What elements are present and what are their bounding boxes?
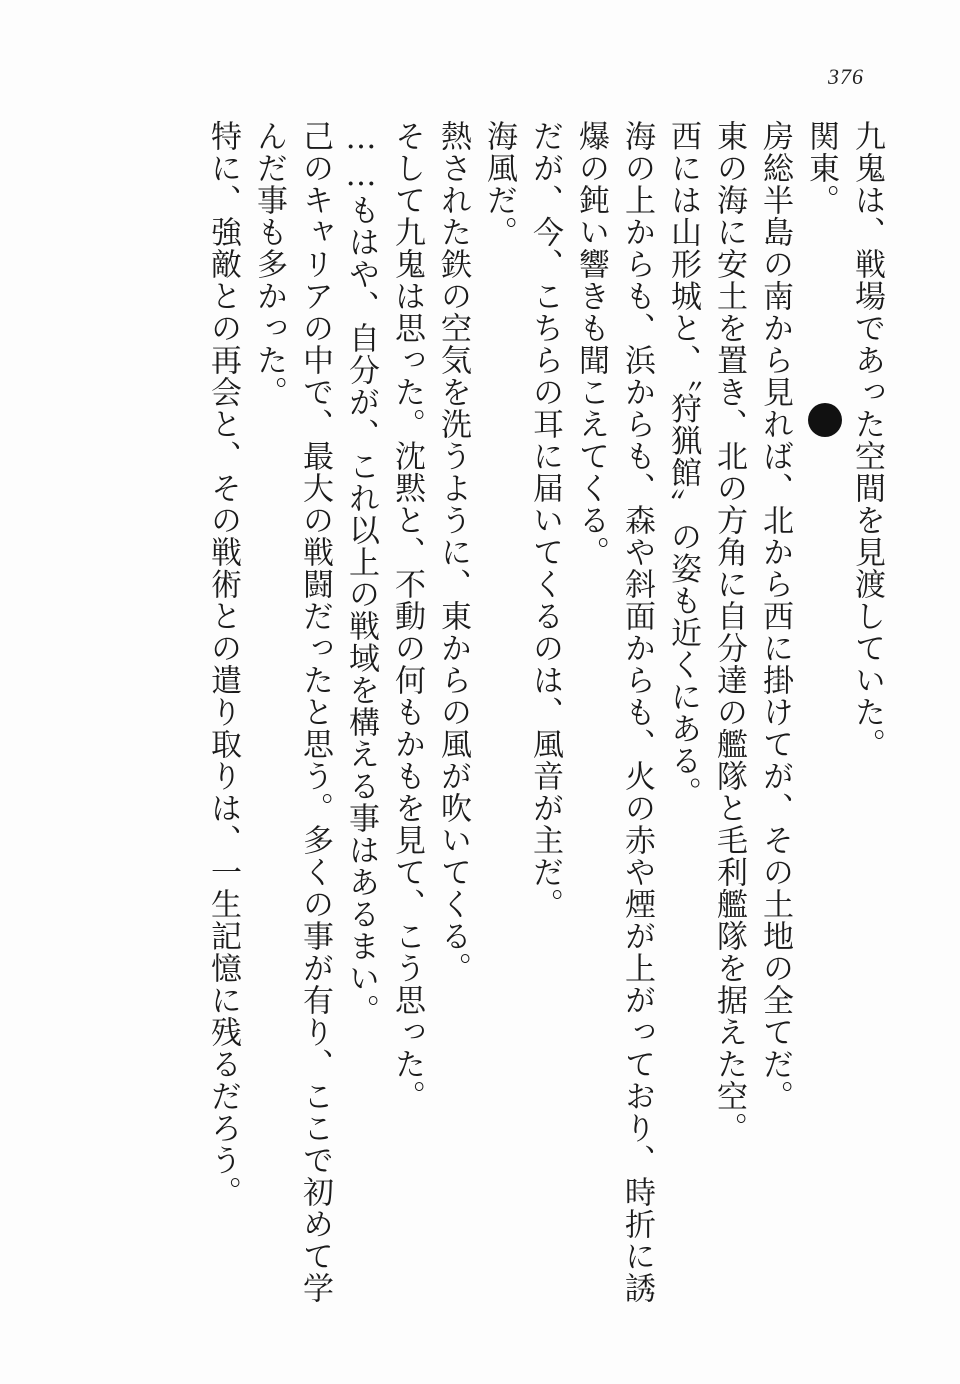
paragraph: だが、今、こちらの耳に届いてくるのは、風音が主だ。 (527, 120, 563, 920)
paragraph: 己のキャリアの中で、最大の戦闘だったと思う。多くの事が有り、ここで初めて学んだ事も多かった。 (251, 120, 333, 1304)
paragraph: 特に、強敵との再会と、その戦術との遣り取りは、一生記憶に残るだろう。 (205, 120, 241, 1208)
page-number: 376 (828, 64, 864, 89)
paragraph: ……もはや、自分が、これ以上の戦域を構える事はあるまい。 (343, 120, 379, 1026)
paragraph: 熱された鉄の空気を洗うように、東からの風が吹いてくる。 (435, 120, 471, 984)
paragraph: 関東。 (803, 120, 839, 216)
paragraph: 西には山形城と、〝狩猟館〟の姿も近くにある。 (665, 120, 701, 809)
paragraph: 東の海に安土を置き、北の方角に自分達の艦隊と毛利艦隊を据えた空。 (711, 120, 747, 1144)
body-text (200, 120, 890, 1310)
paragraph: 海の上からも、浜からも、森や斜面からも、火の赤や煙が上がっており、時折に誘爆の鈍い響きも聞こえてくる。 (573, 120, 655, 1304)
paragraph: 九鬼は、戦場であった空間を見渡していた。 (849, 120, 885, 760)
paragraph: そして九鬼は思った。沈黙と、不動の何もかもを見て、こう思った。 (389, 120, 425, 1112)
paragraph: 海風だ。 (481, 120, 517, 248)
paragraph: 房総半島の南から見れば、北から西に掛けてが、その土地の全てだ。 (757, 120, 793, 1112)
